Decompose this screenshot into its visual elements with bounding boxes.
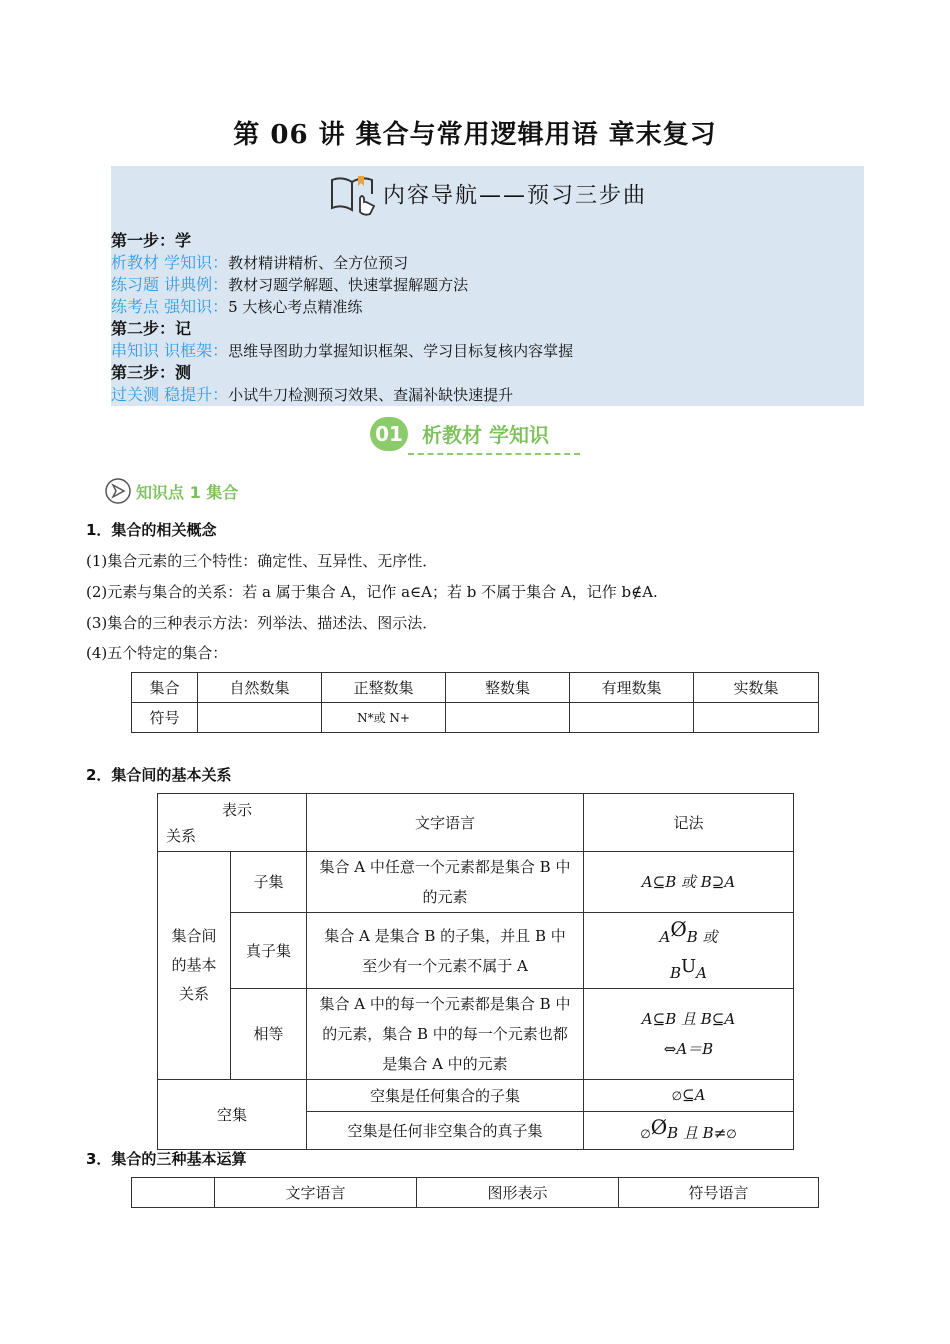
- book-touch-icon: [328, 172, 378, 216]
- content-navigation-box: [111, 166, 864, 406]
- note-text: ⊆A: [682, 1086, 706, 1104]
- table-cell: 图形表示: [417, 1178, 619, 1208]
- note-text: B: [669, 963, 681, 982]
- table-cell: 集合: [132, 673, 198, 703]
- table-cell: 集合 A 是集合 B 的子集，并且 B 中至少有一个元素不属于 A: [307, 913, 584, 989]
- set-operations-table: [131, 1177, 819, 1208]
- heading-relations: 2．集合间的基本关系: [86, 766, 232, 784]
- table-cell: 相等: [231, 989, 307, 1080]
- table-row: [132, 673, 819, 703]
- section-badge: [370, 415, 582, 459]
- step1-label: 第一步：学: [111, 231, 192, 250]
- table-cell: [198, 703, 322, 733]
- empty-set-symbol: ∅: [671, 1089, 683, 1103]
- table-cell: 整数集: [446, 673, 570, 703]
- table-cell: 实数集: [694, 673, 819, 703]
- table-row: [158, 913, 794, 989]
- corner-bottom: 关系: [166, 826, 197, 845]
- table-cell: 正整数集: [322, 673, 446, 703]
- table-cell: A⊆B 或 B⊇A: [584, 852, 794, 913]
- table-cell: 符号: [132, 703, 198, 733]
- table-cell: [132, 1178, 215, 1208]
- table-cell: [584, 989, 794, 1080]
- nav-header-text: 内容导航——预习三步曲: [383, 183, 648, 209]
- page-title: 第 06 讲 集合与常用逻辑用语 章末复习: [233, 120, 717, 150]
- nav-line4-text: 思维导图助力掌握知识框架、学习目标复核内容掌握: [228, 342, 574, 360]
- note-text: A⊆B 且 B⊆A: [641, 1010, 736, 1028]
- table-row: [158, 794, 794, 852]
- nav-line5-text: 小试牛刀检测预习效果、查漏补缺快速提升: [228, 386, 514, 404]
- special-sets-table: [131, 672, 819, 733]
- table-row: [158, 989, 794, 1080]
- section-number: 01: [370, 417, 408, 451]
- table-cell: [584, 1112, 794, 1150]
- table-cell: [570, 703, 694, 733]
- table-cell: 空集是任何集合的子集: [307, 1080, 584, 1112]
- table-cell: 记法: [584, 794, 794, 852]
- table-row: [132, 1178, 819, 1208]
- paragraph-3: (3)集合的三种表示方法：列举法、描述法、图示法．: [86, 614, 438, 632]
- knowledge-point-label: 知识点 1 集合: [136, 483, 239, 502]
- note-text: B 或: [686, 927, 718, 946]
- table-cell: N*或 N+: [322, 703, 446, 733]
- nav-line4-label: 串知识 识框架：: [111, 341, 229, 360]
- table-cell: 空集: [158, 1080, 307, 1150]
- set-relations-table: [157, 793, 794, 1150]
- proper-subset-symbol: Ø: [650, 1115, 668, 1139]
- heading-operations: 3．集合的三种基本运算: [86, 1150, 247, 1168]
- table-cell: 文字语言: [307, 794, 584, 852]
- table-row: [132, 703, 819, 733]
- table-cell: [584, 1080, 794, 1112]
- nav-line3-text: 5 大核心考点精准练: [228, 298, 363, 316]
- proper-superset-symbol: U: [681, 955, 697, 977]
- table-cell: 有理数集: [570, 673, 694, 703]
- table-cell: 符号语言: [619, 1178, 819, 1208]
- nav-line2-label: 练习题 讲典例：: [111, 275, 229, 294]
- table-corner-cell: [158, 794, 307, 852]
- paragraph-2: (2)元素与集合的关系：若 a 属于集合 A，记作 a∈A；若 b 不属于集合 A，记作 b∉A.: [86, 583, 658, 601]
- table-cell: [694, 703, 819, 733]
- nav-line1-text: 教材精讲精析、全方位预习: [228, 254, 409, 272]
- table-cell: 真子集: [231, 913, 307, 989]
- table-cell: 子集: [231, 852, 307, 913]
- table-row: [158, 1080, 794, 1112]
- table-cell: 空集是任何非空集合的真子集: [307, 1112, 584, 1150]
- nav-header: [111, 172, 864, 216]
- nav-line3-label: 练考点 强知识：: [111, 297, 229, 316]
- table-cell: [584, 913, 794, 989]
- empty-set-symbol: ∅: [640, 1127, 651, 1141]
- corner-top: 表示: [222, 800, 253, 819]
- table-cell: [446, 703, 570, 733]
- step2-label: 第二步：记: [111, 319, 192, 338]
- table-cell: 集合 A 中的每一个元素都是集合 B 中的元素，集合 B 中的每一个元素也都是集合 A 中的元素: [307, 989, 584, 1080]
- note-text: ⇔A＝B: [663, 1040, 714, 1058]
- table-cell: 集合 A 中任意一个元素都是集合 B 中的元素: [307, 852, 584, 913]
- section-underline: [408, 453, 580, 455]
- proper-subset-symbol: Ø: [670, 916, 687, 941]
- paragraph-4: (4)五个特定的集合：: [86, 644, 228, 662]
- empty-set-symbol: ∅: [726, 1127, 737, 1141]
- table-row: [158, 852, 794, 913]
- arrow-circle-icon: [104, 477, 132, 505]
- nav-line2-text: 教材习题学解题、快速掌握解题方法: [228, 276, 469, 294]
- section-title: 析教材 学知识: [422, 423, 549, 447]
- heading-concepts: 1．集合的相关概念: [86, 521, 217, 539]
- step3-label: 第三步：测: [111, 363, 192, 382]
- table-cell: 自然数集: [198, 673, 322, 703]
- note-text: B 且 B≠: [667, 1124, 727, 1142]
- paragraph-1: (1)集合元素的三个特性：确定性、互异性、无序性．: [86, 552, 438, 570]
- note-text: A: [659, 927, 671, 946]
- note-text: A: [696, 963, 708, 982]
- nav-line1-label: 析教材 学知识：: [111, 253, 229, 272]
- table-cell: 集合间的基本关系: [158, 852, 231, 1080]
- nav-line5-label: 过关测 稳提升：: [111, 385, 229, 404]
- table-cell: 文字语言: [215, 1178, 417, 1208]
